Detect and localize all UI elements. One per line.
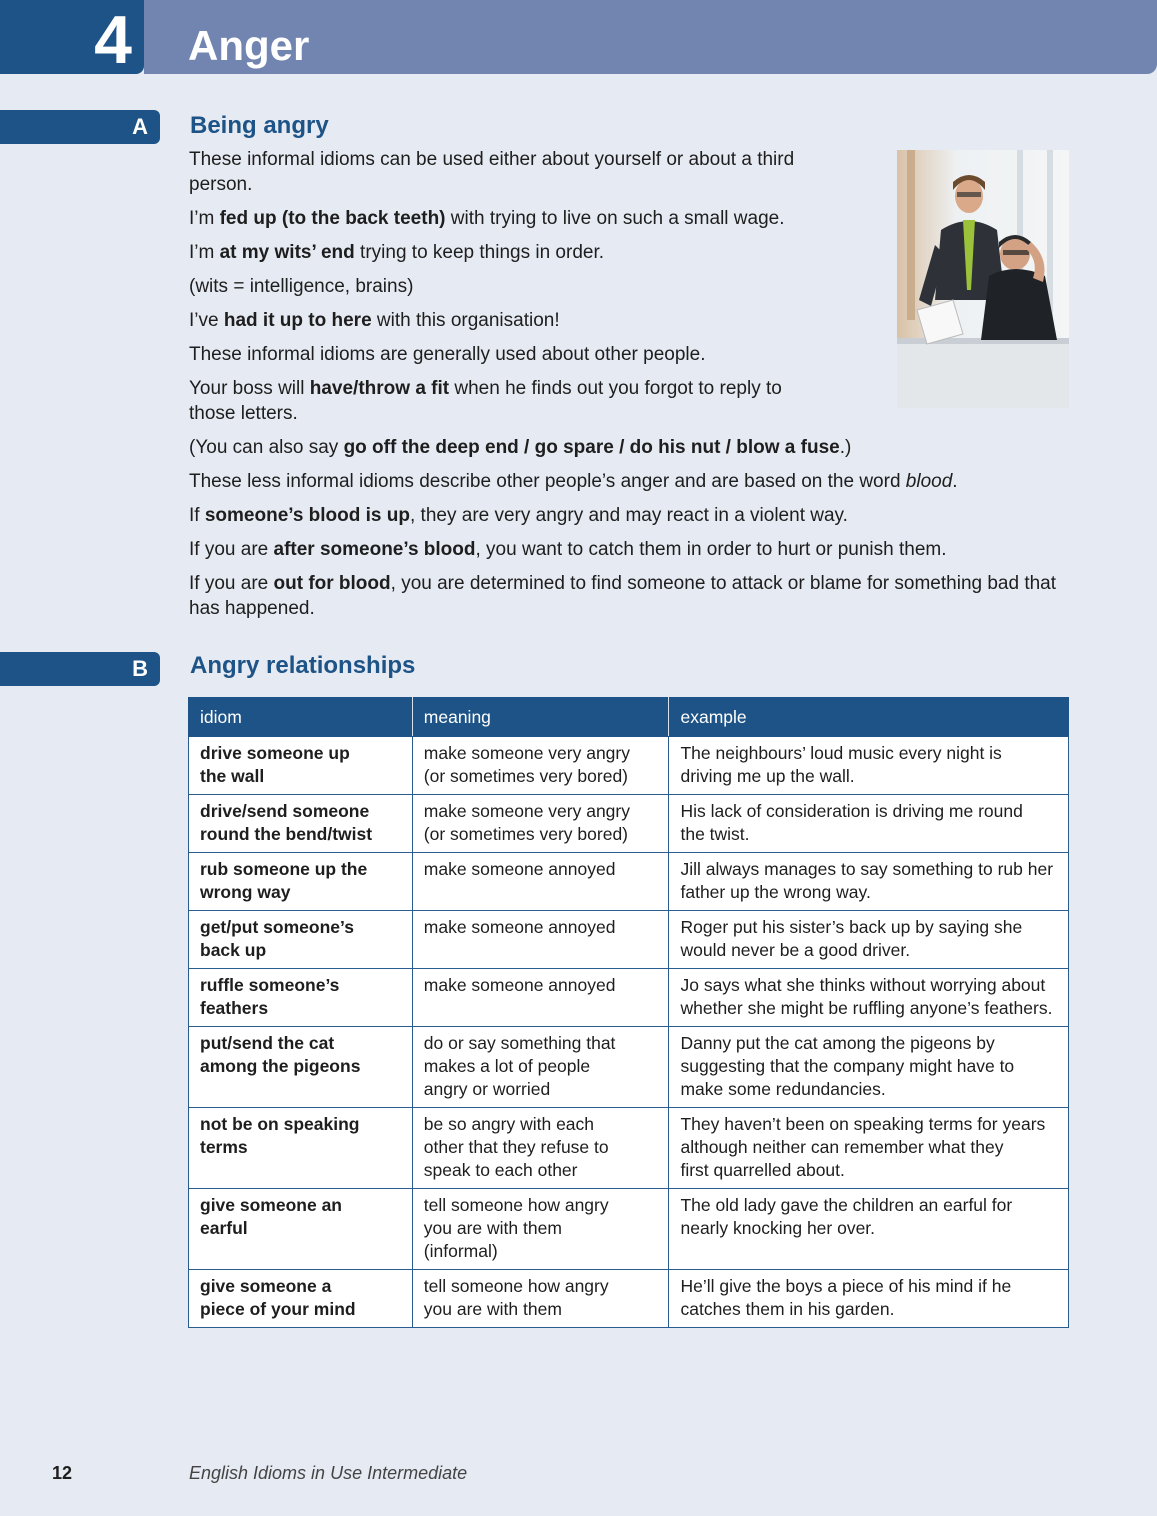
paragraph-text: , you want to catch them in order to hurt or punish them. bbox=[475, 539, 947, 560]
section-b-title: Angry relationships bbox=[190, 652, 416, 679]
section-a-paragraph bbox=[189, 469, 1064, 494]
idioms-table bbox=[188, 697, 1069, 1328]
example-cell: The neighbours’ loud music every night is driving me up the wall. bbox=[669, 737, 1069, 795]
header-example: example bbox=[669, 698, 1069, 737]
paragraph-text: These informal idioms are generally used about other people. bbox=[189, 344, 706, 365]
paragraph-text: , you are determined to find someone to attack or blame for something bad that has happened. bbox=[189, 573, 1057, 619]
paragraph-text: blood bbox=[905, 471, 953, 492]
section-a-paragraph bbox=[189, 503, 1064, 528]
example-cell: Jill always manages to say something to rub her father up the wrong way. bbox=[669, 853, 1069, 911]
idiom-cell: rub someone up the wrong way bbox=[189, 853, 413, 911]
page-number: 12 bbox=[52, 1463, 73, 1483]
section-a-title: Being angry bbox=[190, 112, 329, 139]
paragraph-text: with this organisation! bbox=[371, 310, 560, 331]
paragraph-text: (wits = intelligence, brains) bbox=[189, 276, 414, 297]
meaning-cell: tell someone how angry you are with them bbox=[412, 1270, 669, 1328]
example-cell: The old lady gave the children an earful for nearly knocking her over. bbox=[669, 1189, 1069, 1270]
example-cell: Danny put the cat among the pigeons by suggesting that the company might have to make some redundancies. bbox=[669, 1027, 1069, 1108]
table-row bbox=[189, 1108, 1069, 1189]
photo-illustration bbox=[897, 150, 1069, 408]
table-row bbox=[189, 737, 1069, 795]
idiom-cell: drive/send someone round the bend/twist bbox=[189, 795, 413, 853]
paragraph-text: I’m bbox=[189, 208, 220, 229]
paragraph-text: If bbox=[189, 505, 205, 526]
idiom-phrase: had it up to here bbox=[223, 310, 372, 331]
paragraph-text: Your boss will bbox=[189, 378, 310, 399]
idiom-cell: ruffle someone’s feathers bbox=[189, 969, 413, 1027]
table-row bbox=[189, 969, 1069, 1027]
table-row bbox=[189, 1270, 1069, 1328]
paragraph-text: . bbox=[952, 471, 958, 492]
meaning-cell: tell someone how angry you are with them (informal) bbox=[412, 1189, 669, 1270]
table-row bbox=[189, 911, 1069, 969]
section-a-paragraph bbox=[189, 571, 1064, 621]
meaning-cell: make someone very angry (or sometimes very bored) bbox=[412, 737, 669, 795]
table-row bbox=[189, 1027, 1069, 1108]
example-cell: He’ll give the boys a piece of his mind if he catches them in his garden. bbox=[669, 1270, 1069, 1328]
idiom-cell: give someone a piece of your mind bbox=[189, 1270, 413, 1328]
book-title: English Idioms in Use Intermediate bbox=[189, 1463, 468, 1483]
example-cell: They haven’t been on speaking terms for years although neither can remember what they first quarrelled about. bbox=[669, 1108, 1069, 1189]
meaning-cell: be so angry with each other that they refuse to speak to each other bbox=[412, 1108, 669, 1189]
paragraph-text: (You can also say bbox=[189, 437, 344, 458]
table-row bbox=[189, 795, 1069, 853]
meaning-cell: make someone annoyed bbox=[412, 853, 669, 911]
idiom-cell: drive someone up the wall bbox=[189, 737, 413, 795]
idiom-phrase: have/throw a fit bbox=[309, 378, 450, 399]
idiom-cell: get/put someone’s back up bbox=[189, 911, 413, 969]
idiom-phrase: someone’s blood is up bbox=[204, 505, 410, 526]
table-header-row bbox=[189, 698, 1069, 737]
meaning-cell: make someone annoyed bbox=[412, 969, 669, 1027]
table-row bbox=[189, 1189, 1069, 1270]
idiom-phrase: fed up (to the back teeth) bbox=[219, 208, 446, 229]
paragraph-text: These informal idioms can be used either about yourself or about a third person. bbox=[189, 149, 795, 195]
example-cell: Roger put his sister’s back up by saying she would never be a good driver. bbox=[669, 911, 1069, 969]
idiom-phrase: after someone’s blood bbox=[273, 539, 476, 560]
header-idiom: idiom bbox=[189, 698, 413, 737]
meaning-cell: make someone very angry (or sometimes very bored) bbox=[412, 795, 669, 853]
unit-title: Anger bbox=[188, 22, 310, 69]
section-a-paragraph bbox=[189, 376, 829, 426]
section-a-paragraph bbox=[189, 435, 1064, 460]
section-a-paragraph bbox=[189, 537, 1064, 562]
paragraph-text: .) bbox=[839, 437, 852, 458]
section-a-paragraph bbox=[189, 147, 829, 197]
idiom-cell: not be on speaking terms bbox=[189, 1108, 413, 1189]
idiom-phrase: out for blood bbox=[273, 573, 391, 594]
paragraph-text: These less informal idioms describe other people’s anger and are based on the word bbox=[189, 471, 906, 492]
header-meaning: meaning bbox=[412, 698, 669, 737]
idiom-cell: give someone an earful bbox=[189, 1189, 413, 1270]
idiom-phrase: at my wits’ end bbox=[219, 242, 355, 263]
paragraph-text: , they are very angry and may react in a violent way. bbox=[410, 505, 848, 526]
paragraph-text: when he finds out you forgot to reply to those letters. bbox=[189, 378, 782, 424]
paragraph-text: I’m bbox=[189, 242, 220, 263]
meaning-cell: do or say something that makes a lot of people angry or worried bbox=[412, 1027, 669, 1108]
unit-number: 4 bbox=[0, 0, 144, 74]
paragraph-text: I’ve bbox=[189, 310, 224, 331]
meaning-cell: make someone annoyed bbox=[412, 911, 669, 969]
angry-boss-photo bbox=[897, 150, 1069, 408]
paragraph-text: with trying to live on such a small wage. bbox=[445, 208, 785, 229]
paragraph-text: trying to keep things in order. bbox=[354, 242, 605, 263]
table-row bbox=[189, 853, 1069, 911]
idiom-phrase: go off the deep end / go spare / do his nut / blow a fuse bbox=[343, 437, 840, 458]
section-b-tab: B bbox=[0, 652, 160, 686]
section-a-tab: A bbox=[0, 110, 160, 144]
idiom-cell: put/send the cat among the pigeons bbox=[189, 1027, 413, 1108]
example-cell: Jo says what she thinks without worrying about whether she might be ruffling anyone’s feathers. bbox=[669, 969, 1069, 1027]
paragraph-text: If you are bbox=[189, 539, 274, 560]
example-cell: His lack of consideration is driving me round the twist. bbox=[669, 795, 1069, 853]
paragraph-text: If you are bbox=[189, 573, 274, 594]
